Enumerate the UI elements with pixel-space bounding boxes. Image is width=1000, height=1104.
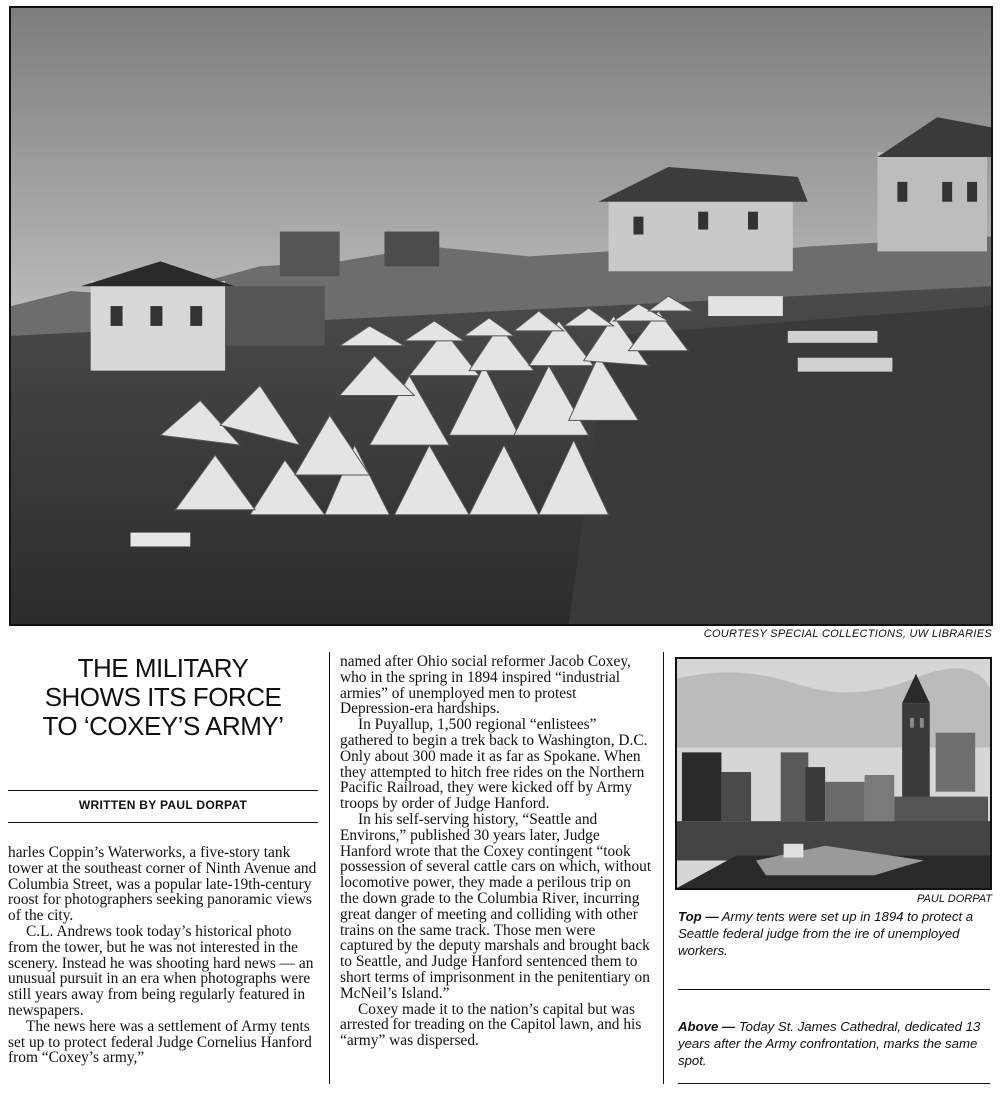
paragraph: In his self-serving history, “Seattle and Environs,” published 30 years later, Judge Hanford wrote that the Coxey contingent “took possession of several cattle cars on which, without locomotive power, they made a perilous trip on the down grade to the Columbia River, incurring great danger of meeting and colliding with other trains on the same track. Those men were captured by the deputy marshals and brought back to Seattle, and Judge Hanford sentenced them to short terms of imprisonment in the penitentiary on McNeil’s Island.”	[340, 810, 652, 1002]
column-divider	[329, 652, 330, 1084]
paragraph: The news here was a settlement of Army tents set up to protect federal Judge Cornelius Hanford from “Coxey’s army,”	[8, 1017, 312, 1067]
inset-modern-photo	[675, 657, 992, 890]
caption-lead: Above —	[678, 1019, 736, 1034]
main-historic-photo	[9, 6, 993, 626]
caption-above	[678, 1018, 992, 1069]
caption-divider	[678, 989, 990, 990]
paragraph: In Puyallup, 1,500 regional “enlistees” gathered to begin a trek back to Washington, D.C. Only about 300 made it as far as Spokane. When they attempted to hitch free rides on the Northern Pacific Railroad, they were kicked off by Army troops by order of Judge Hanford.	[340, 716, 648, 813]
headline	[8, 654, 318, 741]
caption-text: Army tents were set up in 1894 to protect a Seattle federal judge from the ire of unemployed workers.	[678, 909, 974, 958]
paragraph: harles Coppin’s Waterworks, a five-story tank tower at the southeast corner of Ninth Avenue and Columbia Street, was a popular late-19th-century roost for photographers seeking panoramic views of the city.	[8, 844, 317, 925]
paragraph: C.L. Andrews took today’s historical photo from the tower, but he was not interested in the scenery. Instead he was shooting hard news — an unusual pursuit in an era when photographs were still years away from being regularly featured in newspapers.	[8, 922, 314, 1019]
caption-bottom-rule	[678, 1083, 990, 1084]
tent-camp-illustration	[11, 8, 991, 624]
paragraph: Coxey made it to the nation’s capital but was arrested for treading on the Capitol lawn, and his “army” was dispersed.	[340, 1000, 642, 1050]
article-column-2	[340, 654, 652, 1049]
headline-line: THE MILITARY	[77, 653, 249, 683]
inset-photo-credit: PAUL DORPAT	[917, 893, 992, 905]
article-column-1	[8, 845, 320, 1066]
paragraph: named after Ohio social reformer Jacob Coxey, who in the spring in 1894 inspired “industrial armies” of unemployed men to protest Depression-era hardships.	[340, 653, 631, 718]
cathedral-skyline-illustration	[677, 659, 990, 888]
caption-top	[678, 908, 990, 959]
column-divider	[663, 652, 664, 1084]
caption-lead: Top —	[678, 909, 719, 924]
byline-bottom-rule	[8, 822, 318, 823]
byline-top-rule	[8, 790, 318, 791]
headline-line: SHOWS ITS FORCE	[44, 682, 282, 712]
headline-line: TO ‘COXEY’S ARMY’	[42, 711, 284, 741]
byline: WRITTEN BY PAUL DORPAT	[78, 798, 248, 812]
caption-text: Today St. James Cathedral, dedicated 13 years after the Army confrontation, marks the same spot.	[678, 1019, 981, 1068]
main-photo-credit: COURTESY SPECIAL COLLECTIONS, UW LIBRARIES	[703, 628, 992, 640]
